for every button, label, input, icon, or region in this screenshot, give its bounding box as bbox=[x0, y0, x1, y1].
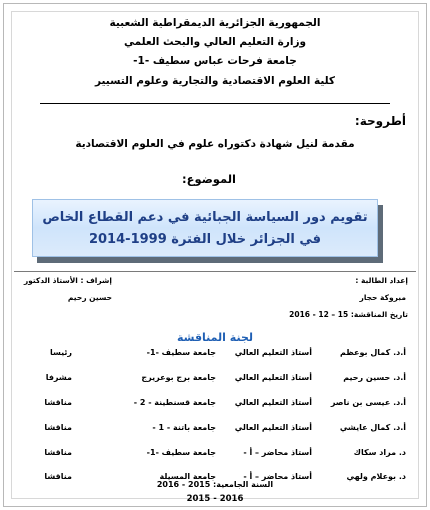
academic-year: السنة الجامعية: 2015 - 2016 bbox=[156, 480, 274, 489]
thesis-title-line-2: في الجزائر خلال الفترة 1999-2014 bbox=[88, 232, 322, 247]
academic-year-repeat: 2016 - 2015 bbox=[186, 494, 244, 504]
member-name: د. بوعلام ولهي bbox=[346, 472, 406, 481]
committee-title: لجنة المناقشة bbox=[176, 331, 253, 344]
member-university: جامعة المسيلة bbox=[159, 472, 216, 481]
prepared-by-label: إعداد الطالبة : bbox=[355, 276, 408, 285]
thesis-title-line-1: تقويم دور السياسة الجبائية في دعم القطاع الخاص bbox=[42, 210, 368, 225]
member-university: جامعة قسنطينة - 2 - bbox=[133, 398, 216, 407]
member-rank: أستاذ التعليم العالي bbox=[234, 398, 312, 407]
member-name: د. مراد سكاك bbox=[353, 448, 406, 457]
member-rank: أستاذ التعليم العالي bbox=[234, 348, 312, 357]
faculty-name: كلية العلوم الاقتصادية والتجارية وعلوم التسيير bbox=[94, 75, 336, 87]
member-university: جامعة باتنة - 1 - bbox=[152, 423, 216, 432]
member-role: مشرفا bbox=[45, 373, 72, 382]
committee-row bbox=[0, 373, 430, 395]
header-divider bbox=[40, 103, 390, 104]
university-name: جامعة فرحات عباس سطيف -1- bbox=[133, 55, 297, 67]
subject-label: الموضوع: bbox=[182, 172, 236, 186]
member-rank: أستاذ التعليم العالي bbox=[234, 423, 312, 432]
section-divider bbox=[14, 271, 416, 272]
institution-header bbox=[0, 14, 430, 89]
degree-statement: مقدمة لنيل شهادة دكتوراه علوم في العلوم الاقتصادية bbox=[75, 138, 355, 150]
member-role: رئيسا bbox=[49, 348, 72, 357]
committee-row bbox=[0, 423, 430, 445]
thesis-label: أطروحة: bbox=[354, 114, 406, 128]
member-university: جامعة سطيف -1- bbox=[146, 348, 216, 357]
member-role: مناقشا bbox=[44, 472, 72, 481]
student-name: مبروكة حجار bbox=[359, 293, 406, 302]
committee-row bbox=[0, 348, 430, 370]
member-university: جامعة سطيف -1- bbox=[146, 448, 216, 457]
republic-name: الجمهورية الجزائرية الديمقراطية الشعبية bbox=[109, 17, 321, 29]
member-rank: أستاذ محاضر – أ - bbox=[243, 472, 312, 481]
member-name: أ.د. كمال عايشي bbox=[339, 423, 406, 432]
committee-row bbox=[0, 398, 430, 420]
member-name: أ.د. كمال بوعظم bbox=[339, 348, 406, 357]
member-name: أ.د. عيسى بن ناصر bbox=[330, 398, 406, 407]
member-name: أ.د. حسين رحيم bbox=[343, 373, 406, 382]
committee-table bbox=[0, 348, 430, 483]
member-role: مناقشا bbox=[44, 423, 72, 432]
committee-row bbox=[0, 448, 430, 470]
member-rank: أستاذ محاضر – أ - bbox=[243, 448, 312, 457]
defense-date: تاريخ المناقشة: 15 – 12 - 2016 bbox=[289, 310, 408, 319]
supervisor-label: إشراف : الأستاذ الدكتور bbox=[23, 276, 112, 285]
member-university: جامعة برج بوعريرج bbox=[141, 373, 216, 382]
supervisor-name: حسين رحيم bbox=[67, 293, 112, 302]
thesis-title-box bbox=[32, 199, 378, 257]
member-role: مناقشا bbox=[44, 398, 72, 407]
member-role: مناقشا bbox=[44, 448, 72, 457]
ministry-name: وزارة التعليم العالي والبحث العلمي bbox=[123, 36, 307, 48]
member-rank: أستاذ التعليم العالي bbox=[234, 373, 312, 382]
